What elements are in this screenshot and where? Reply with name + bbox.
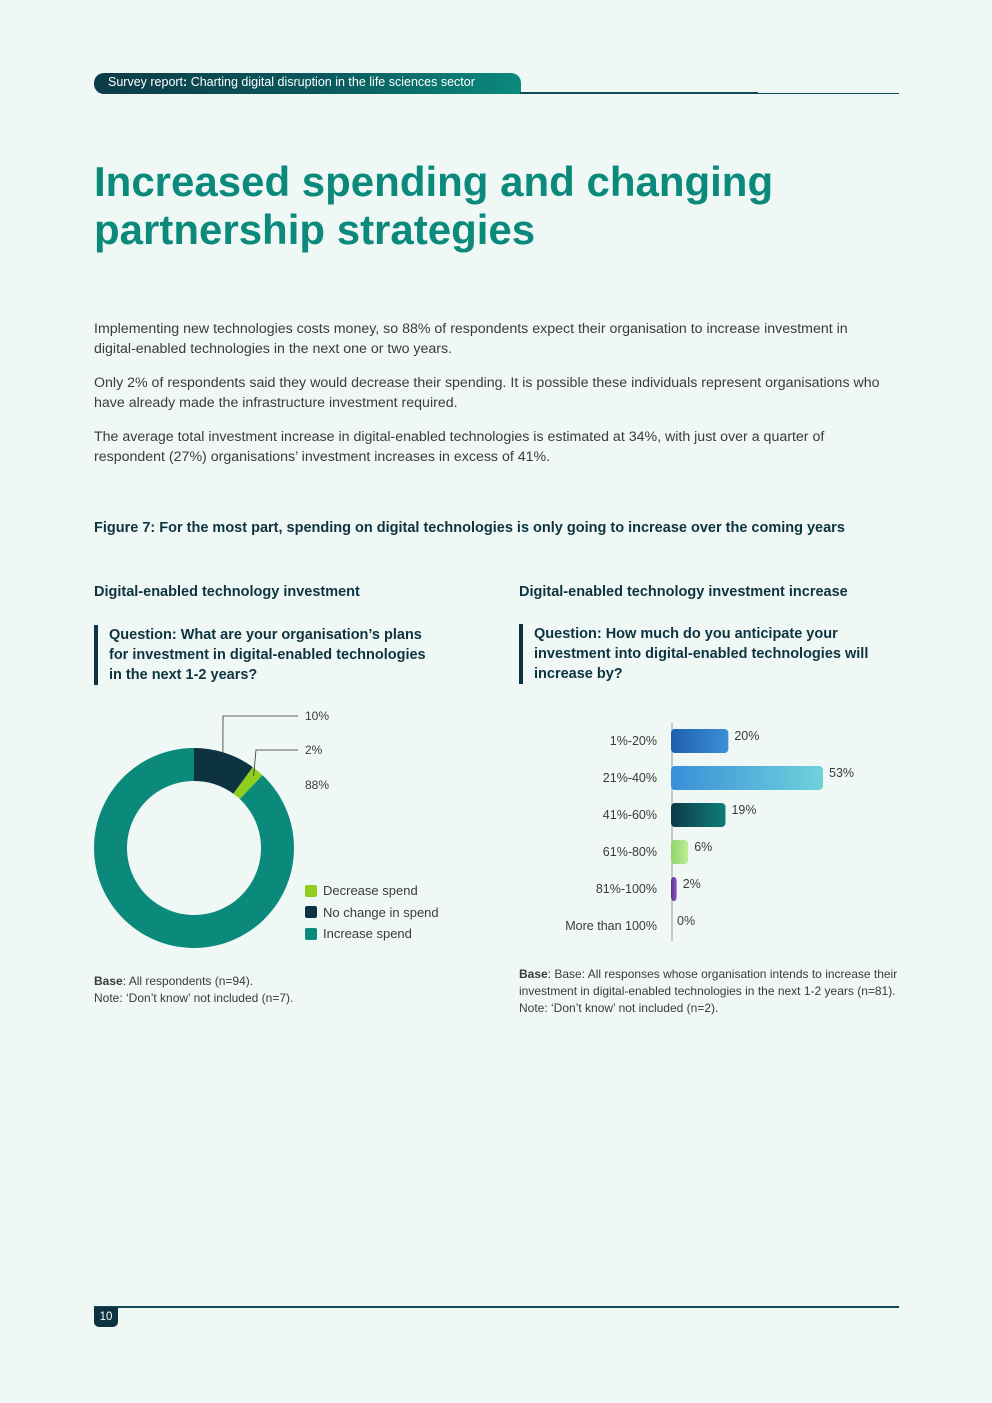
bar-value-label: 19% xyxy=(731,803,757,817)
bar-chart-svg xyxy=(520,715,920,950)
donut-slice xyxy=(94,748,294,948)
header-label: Survey report xyxy=(108,75,184,89)
legend-swatch-no-change xyxy=(305,906,317,918)
header-subtitle: Charting digital disruption in the life sciences sector xyxy=(190,75,475,89)
header-separator: : xyxy=(183,75,188,89)
bar-value-label: 20% xyxy=(734,729,760,743)
bar-category-label: 1%-20% xyxy=(609,734,657,748)
legend-item-decrease xyxy=(305,880,439,902)
bar xyxy=(671,803,725,827)
bar-value-label: 2% xyxy=(682,877,701,891)
left-note-text: Note: ‘Don’t know’ not included (n=7). xyxy=(94,991,294,1005)
body-paragraph-1: Implementing new technologies costs money, so 88% of respondents expect their organisation to increase investment in digital-enabled technologies in the next one or two years. xyxy=(94,321,848,357)
donut-slice-label: 2% xyxy=(305,743,323,757)
bar-category-label: 61%-80% xyxy=(602,845,657,859)
body-paragraph-3: The average total investment increase in digital-enabled technologies is estimated at 34%, with just over a quarter of respondent (27%) organisations’ investment increases in excess of 41%. xyxy=(94,429,825,465)
bar xyxy=(671,840,688,864)
bar-category-label: 41%-60% xyxy=(602,808,657,822)
donut-slice-label: 88% xyxy=(305,778,330,792)
bar-value-label: 53% xyxy=(829,766,855,780)
donut-legend xyxy=(305,880,439,945)
legend-swatch-increase xyxy=(305,928,317,940)
bar-category-label: More than 100% xyxy=(565,919,657,933)
figure-title: Figure 7: For the most part, spending on digital technologies is only going to increase over the coming years xyxy=(94,520,845,536)
legend-label-no-change: No change in spend xyxy=(323,904,439,920)
legend-item-no-change xyxy=(305,902,439,924)
header-rule-thin xyxy=(758,93,899,94)
left-base-text: : All respondents (n=94). xyxy=(122,974,254,988)
left-question: Question: What are your organisation’s plans for investment in digital-enabled technologies in the next 1-2 years? xyxy=(94,625,429,685)
bar-category-label: 81%-100% xyxy=(595,882,657,896)
bar xyxy=(671,877,677,901)
right-chart-heading: Digital-enabled technology investment increase xyxy=(519,584,848,600)
bar xyxy=(671,729,728,753)
page-number: 10 xyxy=(94,1307,118,1327)
page-title: Increased spending and changing partnership strategies xyxy=(94,158,774,253)
body-paragraph-2: Only 2% of respondents said they would decrease their spending. It is possible these individuals represent organisations who have already made the infrastructure investment required. xyxy=(94,375,880,411)
footer-rule xyxy=(94,1306,899,1308)
right-base-label: Base xyxy=(519,967,548,981)
header-rule xyxy=(520,92,758,94)
donut-leader-line xyxy=(223,716,298,759)
bar xyxy=(671,766,823,790)
bar-value-label: 6% xyxy=(694,840,713,854)
bar-category-label: 21%-40% xyxy=(602,771,657,785)
legend-label-decrease: Decrease spend xyxy=(323,883,418,899)
legend-label-increase: Increase spend xyxy=(323,926,412,942)
donut-slice-label: 10% xyxy=(305,709,330,723)
donut-leader-line xyxy=(254,750,298,776)
legend-swatch-decrease xyxy=(305,885,317,897)
right-base-note xyxy=(519,966,909,1017)
legend-item-increase xyxy=(305,923,439,945)
right-question: Question: How much do you anticipate your investment into digital-enabled technologies will increase by? xyxy=(519,624,894,684)
header-text xyxy=(108,75,475,89)
bar-value-label: 0% xyxy=(677,914,696,928)
bar-chart xyxy=(520,715,920,950)
left-base-note xyxy=(94,973,414,1007)
left-base-label: Base xyxy=(94,974,123,988)
right-base-text: : Base: All responses whose organisation intends to increase their investment in digital-enabled technologies in the next 1-2 years (n=81). Note: ‘Don’t know’ not included (n=2). xyxy=(519,967,898,1015)
left-chart-heading: Digital-enabled technology investment xyxy=(94,584,360,600)
